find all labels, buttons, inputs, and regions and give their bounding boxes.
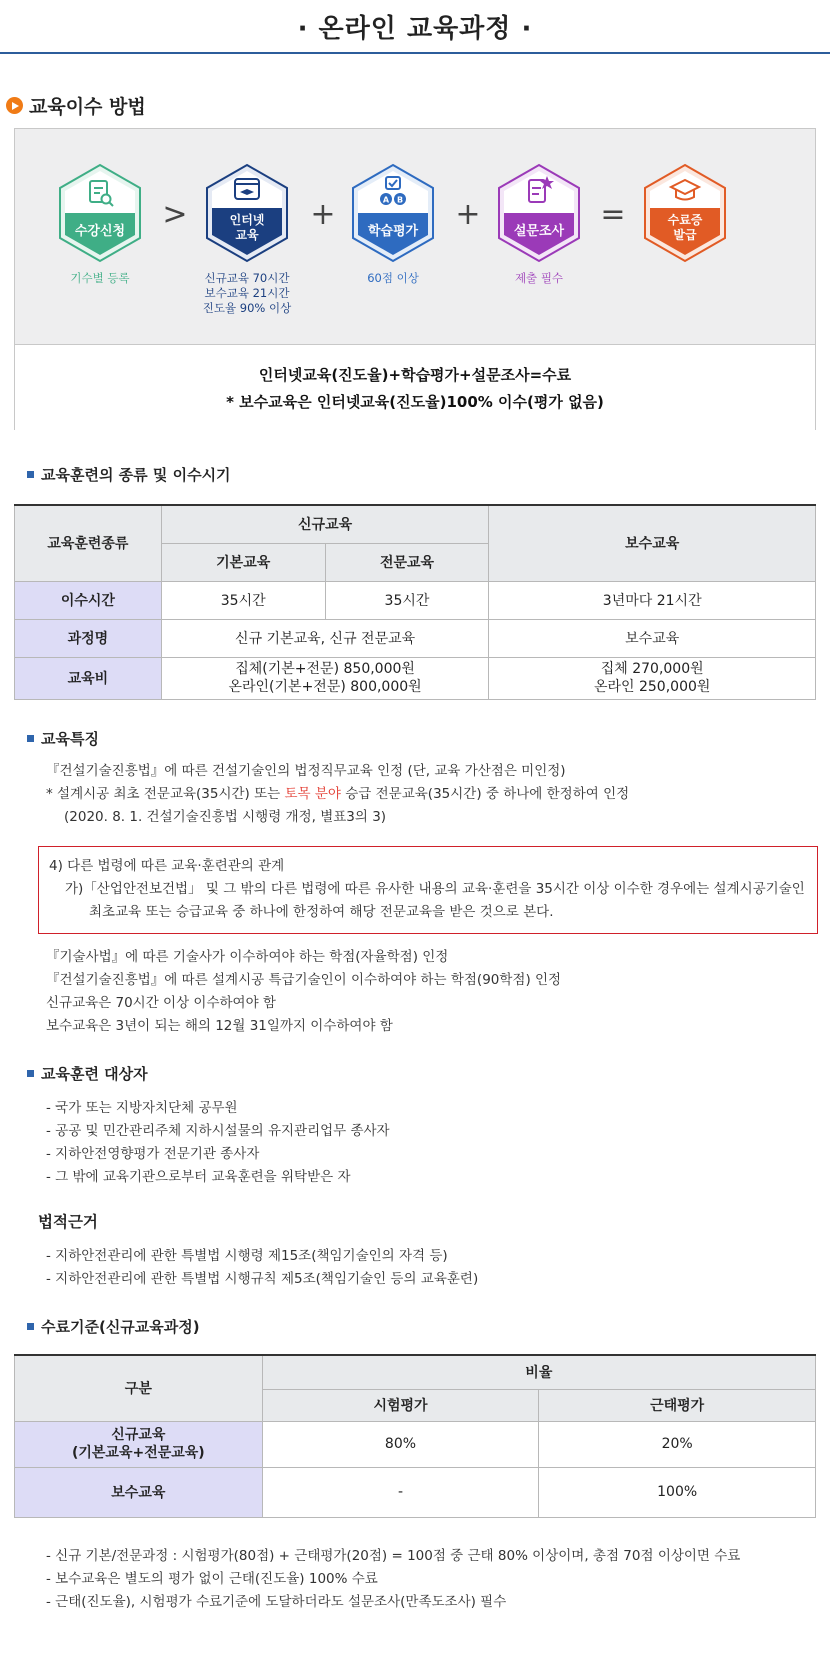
step-label: 학습평가 — [367, 224, 419, 239]
law-notice-box — [38, 846, 818, 934]
list-item: - 지하안전관리에 관한 특별법 시행규칙 제5조(책임기술인 등의 교육훈련) — [46, 1271, 479, 1287]
cell — [161, 657, 489, 699]
row-label: 보수교육 — [15, 1467, 263, 1517]
cell: 20% — [539, 1421, 816, 1467]
cell: 35시간 — [325, 581, 489, 619]
training-types-table — [14, 504, 816, 700]
section-title-training-types — [27, 464, 231, 485]
step-caption: 제출 필수 — [514, 271, 564, 285]
cell: 35시간 — [161, 581, 325, 619]
svg-text:인터넷: 인터넷 — [229, 213, 265, 227]
row-label: 이수시간 — [15, 581, 162, 619]
feature-line: 『건설기술진흥법』에 따른 설계시공 특급기술인이 이수하여야 하는 학점(90학점) 인정 — [46, 972, 562, 988]
note-line: - 보수교육은 별도의 평가 없이 근태(진도율) 100% 수료 — [46, 1571, 378, 1587]
svg-text:발급: 발급 — [673, 228, 697, 242]
row-label: 교육비 — [15, 657, 162, 699]
step-certificate — [625, 163, 745, 263]
header-ratio: 비율 — [262, 1355, 815, 1389]
list-item: - 그 밖에 교육기관으로부터 교육훈련을 위탁받은 자 — [46, 1169, 351, 1185]
row-label-line: (기본교육+전문교육) — [71, 1445, 205, 1461]
cell-line: 집체 270,000원 — [600, 661, 704, 677]
section-title-target — [27, 1063, 148, 1084]
notice-line: 4) 다른 법령에 따른 교육·훈련관의 관계 — [49, 858, 285, 874]
table-row — [15, 581, 816, 619]
section-title-features — [27, 728, 99, 749]
table-row — [15, 619, 816, 657]
list-item: - 지하안전영향평가 전문기관 종사자 — [46, 1146, 260, 1162]
header-refresh-education: 보수교육 — [489, 505, 816, 581]
operator-arrow: > — [162, 197, 188, 232]
header-new-education: 신규교육 — [161, 505, 489, 543]
section-title-completion-criteria — [27, 1316, 200, 1337]
ab-test-icon — [349, 163, 437, 263]
legal-basis-title: 법적근거 — [38, 1213, 98, 1231]
header-training-type: 교육훈련종류 — [15, 505, 162, 581]
step-internet-education — [187, 163, 307, 316]
completion-summary — [15, 345, 815, 430]
operator-equals: = — [600, 197, 626, 232]
section-title-text: 교육훈련 대상자 — [41, 1065, 148, 1083]
header-category: 구분 — [15, 1355, 263, 1421]
header-exam: 시험평가 — [262, 1389, 539, 1421]
step-label: 수강신청 — [74, 224, 126, 239]
cell: 보수교육 — [489, 619, 816, 657]
completion-process-box — [14, 128, 816, 430]
feature-line: (2020. 8. 1. 건설기술진흥법 시행령 개정, 별표3의 3) — [64, 809, 387, 825]
row-label-line: 신규교육 — [111, 1427, 166, 1443]
table-row — [15, 1467, 816, 1517]
cell: 100% — [539, 1467, 816, 1517]
feature-line: 『건설기술진흥법』에 따른 건설기술인의 법정직무교육 인정 (단, 교육 가산점은 미인정) — [46, 763, 566, 779]
table-row — [15, 657, 816, 699]
section-title-text: 수료기준(신규교육과정) — [41, 1318, 200, 1336]
step-caption: 기수별 등록 — [70, 271, 130, 285]
step-caption: 60점 이상 — [367, 271, 419, 285]
square-bullet-icon — [27, 1070, 34, 1077]
notice-line: 가)「산업안전보건법」 및 그 밖의 다른 법령에 따른 유사한 내용의 교육·훈련을 35시간 이상 이수한 경우에는 설계시공기술인 — [65, 881, 805, 897]
cell: 신규 기본교육, 신규 전문교육 — [161, 619, 489, 657]
note-line: - 신규 기본/전문과정 : 시험평가(80점) + 근태평가(20점) = 100점 중 근태 80% 이상이며, 총점 70점 이상이면 수료 — [46, 1548, 741, 1564]
feature-line: 신규교육은 70시간 이상 이수하여야 함 — [46, 995, 276, 1011]
target-list — [46, 1097, 390, 1189]
cell-line: 온라인(기본+전문) 800,000원 — [228, 679, 422, 695]
cell: 80% — [262, 1421, 539, 1467]
svg-text:A: A — [382, 195, 390, 205]
svg-text:수료증: 수료증 — [667, 213, 703, 227]
section-title-text: 교육이수 방법 — [29, 96, 146, 118]
cell — [489, 657, 816, 699]
header-expert-education: 전문교육 — [325, 543, 489, 581]
row-label — [15, 1421, 263, 1467]
monitor-grad-cap-icon — [203, 163, 291, 263]
summary-line-2: * 보수교육은 인터넷교육(진도율)100% 이수(평가 없음) — [226, 392, 604, 411]
table-row — [15, 1421, 816, 1467]
completion-notes — [46, 1545, 740, 1614]
highlight-civil-field: 토목 분야 — [284, 786, 341, 802]
summary-line-1: 인터넷교육(진도율)+학습평가+설문조사=수료 — [258, 365, 572, 384]
note-line: - 근태(진도율), 시험평가 수료기준에 도달하더라도 설문조사(만족도조사) 필수 — [46, 1594, 507, 1610]
list-item: - 공공 및 민간관리주체 지하시설물의 유지관리업무 종사자 — [46, 1123, 390, 1139]
feature-line: 『기술사법』에 따른 기술사가 이수하여야 하는 학점(자율학점) 인정 — [46, 949, 449, 965]
section-title-text: 교육특징 — [41, 730, 99, 748]
header-attendance: 근태평가 — [539, 1389, 816, 1421]
cell: - — [262, 1467, 539, 1517]
step-caption: 신규교육 70시간 보수교육 21시간 진도율 90% 이상 — [202, 271, 292, 315]
feature-line — [46, 783, 629, 806]
section-title-text: 교육훈련의 종류 및 이수시기 — [41, 466, 231, 484]
step-label: 설문조사 — [513, 224, 565, 239]
square-bullet-icon — [27, 471, 34, 478]
feature-line-part: * 설계시공 최초 전문교육(35시간) 또는 — [46, 786, 285, 802]
operator-plus: + — [455, 197, 481, 232]
row-label: 과정명 — [15, 619, 162, 657]
step-survey — [479, 163, 599, 286]
cell-line: 온라인 250,000원 — [593, 679, 711, 695]
notice-line: 최초교육 또는 승급교육 중 하나에 한정하여 해당 전문교육을 받은 것으로 본다. — [89, 904, 554, 920]
completion-criteria-table — [14, 1354, 816, 1518]
process-steps — [15, 129, 815, 345]
survey-star-icon — [495, 163, 583, 263]
feature-line-part: 승급 전문교육(35시간) 중 하나에 한정하여 인정 — [340, 786, 630, 802]
svg-text:B: B — [396, 195, 404, 205]
operator-plus: + — [310, 197, 336, 232]
page-title: · 온라인 교육과정 · — [297, 13, 533, 44]
page-header — [0, 0, 830, 54]
section-title-completion-method — [6, 92, 146, 119]
step-registration — [40, 163, 160, 286]
square-bullet-icon — [27, 1323, 34, 1330]
svg-text:교육: 교육 — [235, 228, 259, 242]
legal-basis-list — [46, 1245, 478, 1291]
play-bullet-icon — [6, 97, 23, 114]
features-text-after — [46, 946, 561, 1038]
square-bullet-icon — [27, 735, 34, 742]
cell-line: 집체(기본+전문) 850,000원 — [235, 661, 415, 677]
step-assessment — [333, 163, 453, 286]
feature-line: 보수교육은 3년이 되는 해의 12월 31일까지 이수하여야 함 — [46, 1018, 393, 1034]
list-item: - 지하안전관리에 관한 특별법 시행령 제15조(책임기술인의 자격 등) — [46, 1248, 448, 1264]
graduation-cap-icon — [641, 163, 729, 263]
document-search-icon — [56, 163, 144, 263]
cell: 3년마다 21시간 — [489, 581, 816, 619]
features-text — [46, 760, 629, 829]
list-item: - 국가 또는 지방자치단체 공무원 — [46, 1100, 238, 1116]
header-basic-education: 기본교육 — [161, 543, 325, 581]
